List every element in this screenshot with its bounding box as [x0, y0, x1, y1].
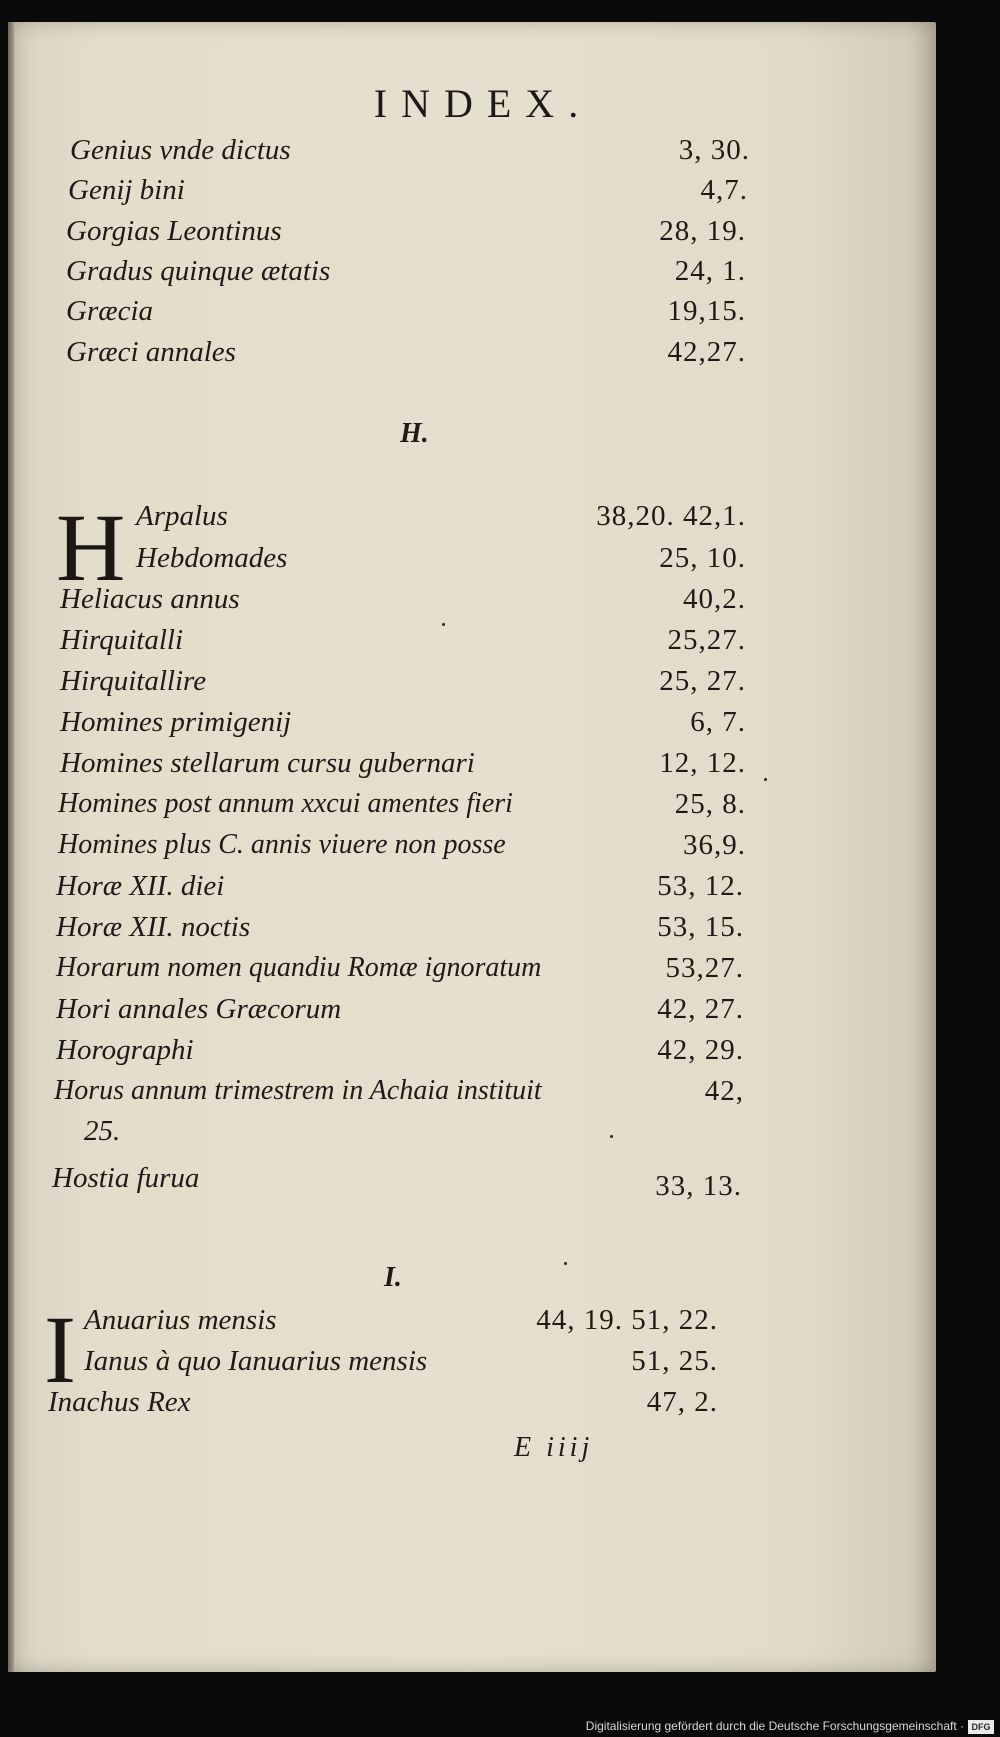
entry-ref: 25, 8. — [674, 788, 746, 820]
entry-label: 25. — [84, 1115, 121, 1147]
entry-label: Ianus à quo Ianuarius mensis — [84, 1345, 428, 1377]
dfg-logo: DFG — [968, 1720, 994, 1734]
digitization-credit: Digitalisierung gefördert durch die Deutsche Forschungsgemeinschaft · — [585, 1719, 964, 1733]
entry-ref: 47, 2. — [646, 1386, 718, 1418]
entry-ref: 28, 19. — [659, 215, 746, 247]
entry-label: Græci annales — [66, 336, 236, 368]
entry-label: Horæ XII. diei — [56, 870, 225, 902]
ink-speck — [564, 1262, 567, 1265]
entry-ref: 4,7. — [700, 174, 748, 206]
dropcap-h: H — [56, 494, 126, 601]
entry-ref: 6, 7. — [690, 706, 746, 738]
entry-label: Homines stellarum cursu gubernari — [60, 747, 475, 779]
section-heading-i: I. — [384, 1262, 402, 1293]
entry-ref: 25,27. — [667, 624, 746, 656]
book-page — [8, 22, 936, 1672]
entry-ref: 42,27. — [667, 336, 746, 368]
entry-label: Homines post annum xxcui amentes fieri — [58, 788, 513, 819]
entry-label: Horarum nomen quandiu Romæ ignoratum — [56, 952, 542, 983]
ink-speck — [442, 623, 445, 626]
entry-label: Genij bini — [68, 174, 185, 206]
entry-ref: 25, 10. — [659, 542, 746, 574]
entry-label: Anuarius mensis — [84, 1304, 277, 1336]
entry-ref: 53, 12. — [657, 870, 744, 902]
entry-ref: 40,2. — [683, 583, 746, 615]
entry-ref: 42, 29. — [657, 1034, 744, 1066]
entry-label: Horographi — [56, 1034, 194, 1066]
entry-label: Horus annum trimestrem in Achaia instituit — [54, 1075, 542, 1106]
ink-speck — [610, 1135, 613, 1138]
entry-label: Homines primigenij — [60, 706, 292, 738]
entry-label: Hirquitalli — [60, 624, 183, 656]
entry-label: Gorgias Leontinus — [66, 215, 282, 247]
entry-label: Arpalus — [136, 500, 228, 532]
entry-label: Hirquitallire — [60, 665, 207, 697]
section-heading-h: H. — [400, 418, 429, 449]
entry-label: Heliacus annus — [60, 583, 240, 615]
entry-label: Horæ XII. noctis — [56, 911, 251, 943]
dropcap-i: I — [44, 1296, 76, 1403]
page-gutter-edge — [8, 22, 14, 1672]
entry-ref: 19,15. — [667, 295, 746, 327]
signature-mark: E iiij — [514, 1432, 594, 1463]
entry-label: Homines plus C. annis viuere non posse — [58, 829, 506, 860]
entry-ref: 12, 12. — [659, 747, 746, 779]
entry-label: Gradus quinque ætatis — [66, 255, 331, 287]
entry-ref: 51, 25. — [631, 1345, 718, 1377]
entry-ref: 3, 30. — [678, 134, 750, 166]
page-header: INDEX. — [373, 81, 593, 126]
entry-label: Hostia furua — [52, 1162, 200, 1194]
entry-ref: 24, 1. — [674, 255, 746, 287]
entry-ref: 33, 13. — [655, 1170, 742, 1202]
entry-ref: 36,9. — [683, 829, 746, 861]
entry-ref: 53,27. — [665, 952, 744, 984]
ink-speck — [764, 778, 767, 781]
entry-label: Hebdomades — [136, 542, 288, 574]
entry-ref: 25, 27. — [659, 665, 746, 697]
entry-ref: 42, — [704, 1075, 744, 1107]
entry-label: Græcia — [66, 295, 153, 327]
entry-ref: 38,20. 42,1. — [596, 500, 746, 532]
entry-ref: 42, 27. — [657, 993, 744, 1025]
entry-ref: 44, 19. 51, 22. — [536, 1304, 718, 1336]
entry-label: Inachus Rex — [48, 1386, 191, 1418]
entry-label: Hori annales Græcorum — [56, 993, 342, 1025]
entry-label: Genius vnde dictus — [70, 134, 291, 166]
entry-ref: 53, 15. — [657, 911, 744, 943]
